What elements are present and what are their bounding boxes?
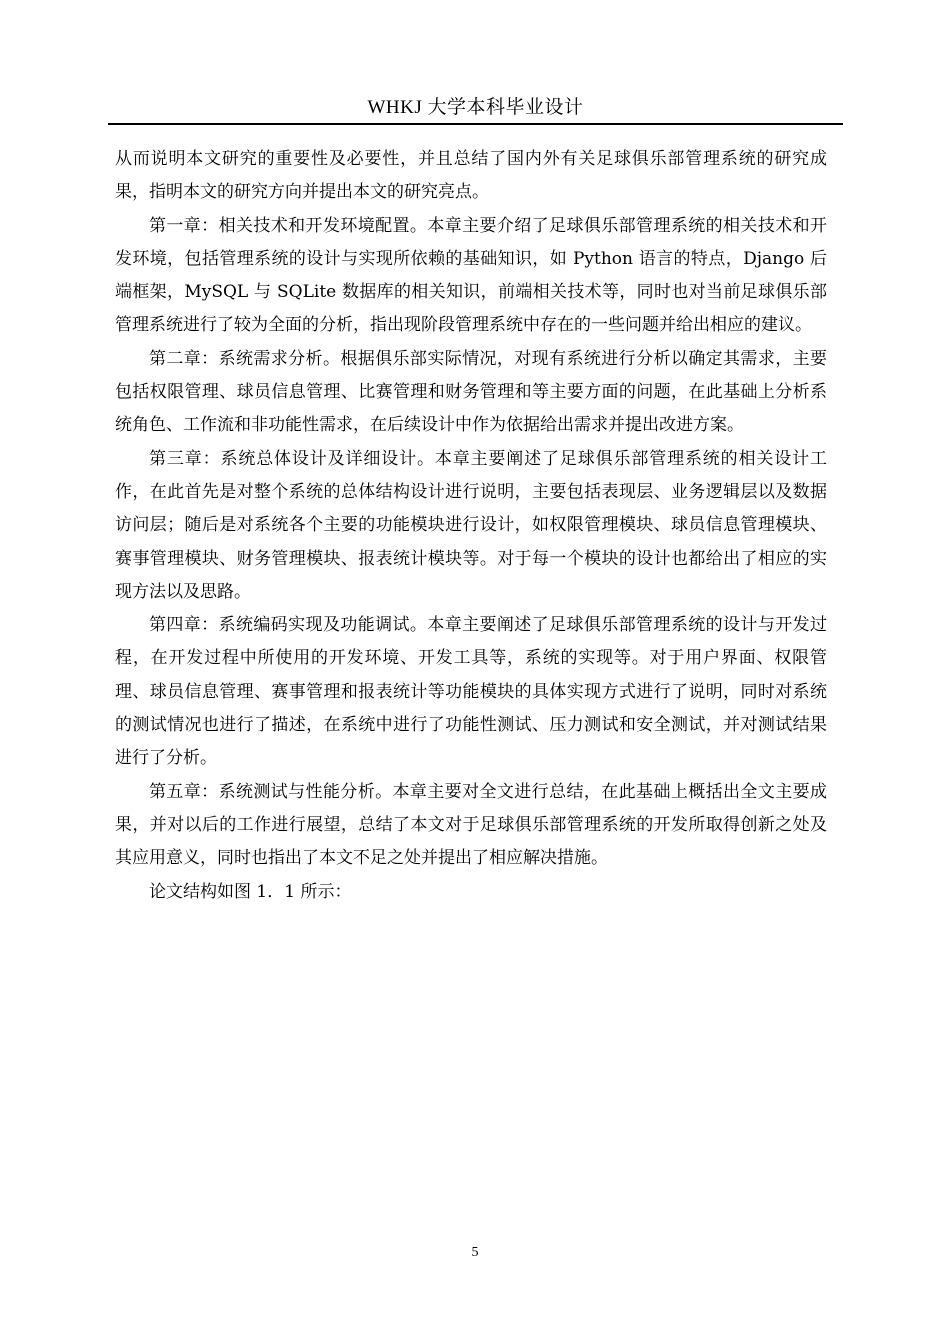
- paragraph-chapter-3: 第三章：系统总体设计及详细设计。本章主要阐述了足球俱乐部管理系统的相关设计工作，在此首先是对整个系统的总体结构设计进行说明，主要包括表现层、业务逻辑层以及数据访问层；随后是对系统各个主要的功能模块进行设计，如权限管理模块、球员信息管理模块、赛事管理模块、财务管理模块、报表统计模块等。对于每一个模块的设计也都给出了相应的实现方法以及思路。: [115, 448, 827, 602]
- paragraph-continuation: 从而说明本文研究的重要性及必要性，并且总结了国内外有关足球俱乐部管理系统的研究成果，指明本文的研究方向并提出本文的研究亮点。: [115, 149, 827, 203]
- body-text: [115, 143, 827, 909]
- paragraph-chapter-4: 第四章：系统编码实现及功能调试。本章主要阐述了足球俱乐部管理系统的设计与开发过程，在开发过程中所使用的开发环境、开发工具等，系统的实现等。对于用户界面、权限管理、球员信息管理、赛事管理和报表统计等功能模块的具体实现方式进行了说明，同时对系统的测试情况也进行了描述，在系统中进行了功能性测试、压力测试和安全测试，并对测试结果进行了分析。: [115, 615, 827, 769]
- page-number: 5: [471, 1245, 479, 1260]
- paragraph-structure-reference: 论文结构如图 1．1 所示：: [149, 881, 352, 902]
- header-divider: [108, 123, 843, 125]
- paragraph-chapter-5: 第五章：系统测试与性能分析。本章主要对全文进行总结，在此基础上概括出全文主要成果，并对以后的工作进行展望，总结了本文对于足球俱乐部管理系统的开发所取得创新之处及其应用意义，同时也指出了本文不足之处并提出了相应解决措施。: [115, 781, 827, 869]
- paragraph-chapter-2: 第二章：系统需求分析。根据俱乐部实际情况，对现有系统进行分析以确定其需求，主要包括权限管理、球员信息管理、比赛管理和财务管理和等主要方面的问题，在此基础上分析系统角色、工作流和非功能性需求，在后续设计中作为依据给出需求并提出改进方案。: [115, 348, 827, 436]
- page-header-title: WHKJ 大学本科毕业设计: [367, 97, 584, 118]
- paragraph-chapter-1: 第一章：相关技术和开发环境配置。本章主要介绍了足球俱乐部管理系统的相关技术和开发环境，包括管理系统的设计与实现所依赖的基础知识，如 Python 语言的特点，Django 后端框架，MySQL 与 SQLite 数据库的相关知识，前端相关技术等，同时也对当前足球俱乐部管理系统进行了较为全面的分析，指出现阶段管理系统中存在的一些问题并给出相应的建议。: [115, 215, 827, 336]
